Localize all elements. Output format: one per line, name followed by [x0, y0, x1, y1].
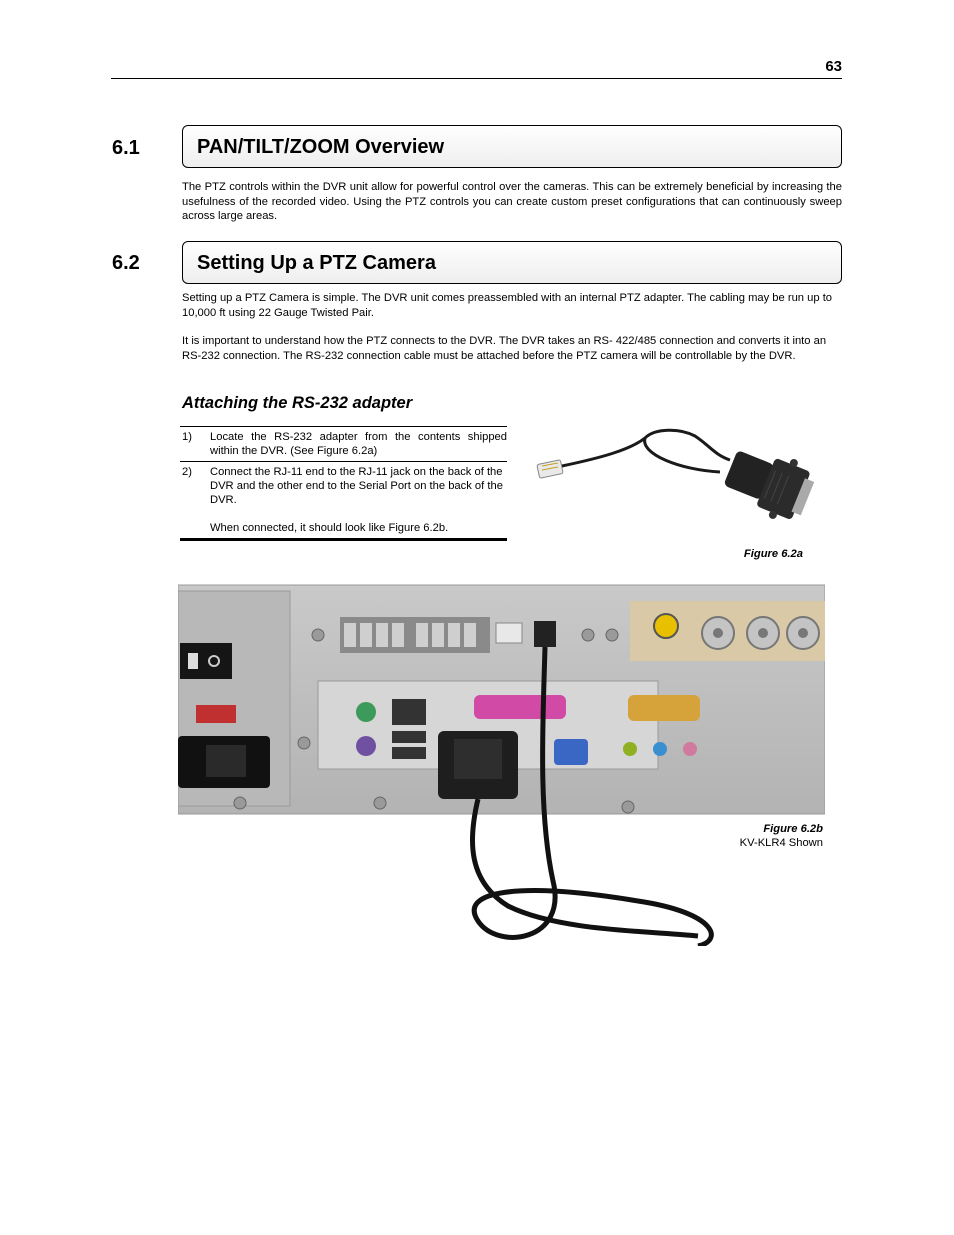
- rj11-jack-icon: [534, 621, 556, 647]
- steps-bottom-rule: [180, 538, 507, 541]
- usb-port-icon: [392, 731, 426, 743]
- vga-port-icon: [554, 739, 588, 765]
- ps2-keyboard-icon: [356, 736, 376, 756]
- rj11-plug-icon: [537, 460, 563, 479]
- parallel-port-icon: [474, 695, 566, 719]
- step-1: [180, 427, 507, 461]
- overview-paragraph: The PTZ controls within the DVR unit allow for powerful control over the cameras. This can be extremely beneficial by increasing the usefulness of the recorded video. Using the PTZ controls you can create custom preset configurations that can continuously sweep across large areas.: [182, 181, 842, 223]
- section-number-6-2: 6.2: [112, 252, 140, 274]
- section-title-6-1: PAN/TILT/ZOOM Overview: [197, 136, 445, 158]
- figure-6-2a-caption: Figure 6.2a: [743, 548, 803, 560]
- figure-6-2b-subcaption: KV-KLR4 Shown: [739, 837, 823, 849]
- rs232-adapter-illustration: [530, 420, 820, 550]
- power-switch-icon: [180, 643, 232, 679]
- step-1-text: Locate the RS-232 adapter from the contents shipped within the DVR. (See Figure 6.2a): [210, 431, 507, 457]
- section-heading-box-6-1: [182, 125, 842, 168]
- game-port-icon: [628, 695, 700, 721]
- db9-connector-icon: [719, 438, 820, 528]
- step-2-number: 2): [182, 466, 192, 478]
- voltage-selector-icon: [196, 705, 236, 723]
- section-heading-box-6-2: [182, 241, 842, 284]
- rca-audio-icon: [654, 614, 678, 638]
- header-rule: [111, 78, 842, 79]
- setup-paragraph-2: It is important to understand how the PTZ connects to the DVR. The DVR takes an RS- 422/485 connection and converts it into an RS-232 connection. The RS-232 connection cable must be attached before the PTZ camera will be controllable by the DVR.: [182, 335, 827, 362]
- section-title-6-2: Setting Up a PTZ Camera: [197, 252, 436, 274]
- subheading-rs232: Attaching the RS-232 adapter: [182, 394, 413, 412]
- page-number: 63: [825, 58, 842, 75]
- ethernet-port-icon: [392, 699, 426, 725]
- figure-6-2b-caption: Figure 6.2b: [763, 823, 823, 835]
- ps2-mouse-icon: [356, 702, 376, 722]
- steps-table: [180, 426, 507, 541]
- audio-jack-icon: [623, 742, 697, 756]
- section-number-6-1: 6.1: [112, 137, 140, 159]
- setup-paragraph-1: Setting up a PTZ Camera is simple. The DVR unit comes preassembled with an internal PTZ adapter. The cabling may be run up to 10,000 ft using 22 Gauge Twisted Pair.: [182, 292, 833, 319]
- step-2-note: When connected, it should look like Figure 6.2b.: [210, 522, 449, 534]
- step-1-number: 1): [182, 431, 192, 443]
- dvr-rear-panel-illustration: [178, 581, 825, 946]
- step-2-text: Connect the RJ-11 end to the RJ-11 jack on the back of the DVR and the other end to the Serial Port on the back of the DVR.: [210, 466, 503, 506]
- step-2: [180, 462, 507, 538]
